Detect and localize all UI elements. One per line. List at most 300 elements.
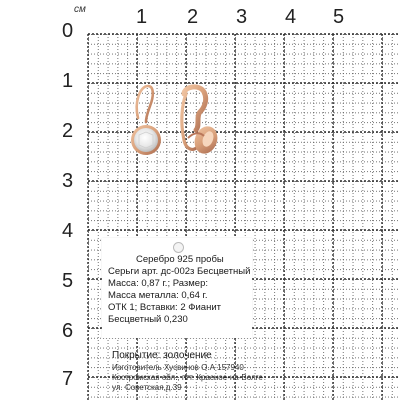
grid-dot xyxy=(88,109,89,110)
grid-dot xyxy=(362,385,363,386)
grid-dot xyxy=(372,325,373,326)
grid-dot xyxy=(147,220,148,221)
grid-dot xyxy=(206,37,207,38)
grid-dot xyxy=(151,34,152,35)
grid-dot xyxy=(157,235,158,236)
grid-dot xyxy=(382,157,383,158)
grid-dot xyxy=(333,280,334,281)
grid-dot xyxy=(211,54,212,55)
grid-dot xyxy=(313,136,314,137)
grid-dot xyxy=(343,160,344,161)
grid-dot xyxy=(301,93,302,94)
grid-dot xyxy=(206,199,207,200)
grid-dot xyxy=(214,34,215,35)
grid-dot xyxy=(323,121,324,122)
grid-dot xyxy=(362,124,363,125)
grid-dot xyxy=(98,202,99,203)
grid-dot xyxy=(286,54,287,55)
grid-dot xyxy=(127,54,128,55)
grid-dot xyxy=(176,52,177,53)
grid-dot xyxy=(343,121,344,122)
grid-dot xyxy=(137,64,138,65)
grid-dot xyxy=(206,202,207,203)
grid-dot xyxy=(255,325,256,326)
grid-dot xyxy=(169,63,170,64)
grid-dot xyxy=(215,172,216,173)
grid-dot xyxy=(304,352,305,353)
grid-dot xyxy=(137,193,138,194)
grid-dot xyxy=(353,148,354,149)
grid-dot xyxy=(225,385,226,386)
grid-dot xyxy=(289,63,290,64)
grid-dot xyxy=(147,175,148,176)
grid-dot xyxy=(117,340,118,341)
grid-dot xyxy=(333,172,334,173)
grid-dot xyxy=(255,346,256,347)
grid-dot xyxy=(333,352,334,353)
grid-dot xyxy=(361,122,362,123)
grid-dot xyxy=(298,83,299,84)
grid-dot xyxy=(193,63,194,64)
grid-dot xyxy=(328,73,329,74)
grid-dot xyxy=(215,76,216,77)
grid-dot xyxy=(294,313,295,314)
grid-dot xyxy=(127,175,128,176)
grid-dot xyxy=(176,73,177,74)
grid-dot xyxy=(274,73,275,74)
grid-dot xyxy=(294,397,295,398)
grid-dot xyxy=(349,93,350,94)
grid-dot xyxy=(245,358,246,359)
grid-dot xyxy=(323,322,324,323)
grid-dot xyxy=(323,151,324,152)
grid-dot xyxy=(176,43,177,44)
grid-dot xyxy=(176,178,177,179)
grid-dot xyxy=(225,382,226,383)
grid-dot xyxy=(196,361,197,362)
grid-dot xyxy=(307,63,308,64)
grid-dot xyxy=(190,34,191,35)
grid-dot xyxy=(362,346,363,347)
grid-dot xyxy=(186,229,187,230)
grid-dot xyxy=(250,112,251,113)
grid-dot xyxy=(264,310,265,311)
grid-dot xyxy=(362,304,363,305)
grid-dot xyxy=(274,40,275,41)
grid-dot xyxy=(343,229,344,230)
grid-dot xyxy=(304,175,305,176)
grid-dot xyxy=(397,54,398,55)
grid-dot xyxy=(108,193,109,194)
grid-dot xyxy=(346,103,347,104)
grid-dot xyxy=(220,54,221,55)
grid-dot xyxy=(100,112,101,113)
grid-dot xyxy=(225,172,226,173)
grid-dot xyxy=(202,73,203,74)
grid-dot xyxy=(108,190,109,191)
grid-dot xyxy=(98,175,99,176)
grid-dot xyxy=(274,325,275,326)
grid-dot xyxy=(98,256,99,257)
grid-dot xyxy=(372,382,373,383)
grid-dot xyxy=(304,280,305,281)
grid-dot xyxy=(382,193,383,194)
grid-dot xyxy=(255,73,256,74)
grid-dot xyxy=(264,121,265,122)
grid-dot xyxy=(340,103,341,104)
grid-dot xyxy=(186,205,187,206)
grid-dot xyxy=(190,44,191,45)
grid-dot xyxy=(208,73,209,74)
grid-dot xyxy=(304,169,305,170)
grid-dot xyxy=(108,79,109,80)
grid-dot xyxy=(166,43,167,44)
grid-dot xyxy=(352,54,353,55)
grid-dot xyxy=(392,151,393,152)
grid-dot xyxy=(353,217,354,218)
grid-dot xyxy=(98,262,99,263)
grid-dot xyxy=(157,190,158,191)
grid-dot xyxy=(379,73,380,74)
grid-dot xyxy=(392,268,393,269)
grid-dot xyxy=(98,193,99,194)
grid-dot xyxy=(274,196,275,197)
grid-dot xyxy=(274,277,275,278)
grid-dot xyxy=(225,214,226,215)
grid-dot xyxy=(121,54,122,55)
grid-dot xyxy=(259,73,260,74)
grid-dot xyxy=(353,226,354,227)
grid-dot xyxy=(176,67,177,68)
grid-dot xyxy=(274,205,275,206)
grid-dot xyxy=(115,44,116,45)
grid-dot xyxy=(313,193,314,194)
grid-dot xyxy=(264,67,265,68)
grid-dot xyxy=(323,130,324,131)
grid-dot xyxy=(255,136,256,137)
grid-dot xyxy=(98,232,99,233)
grid-dot xyxy=(304,121,305,122)
grid-dot xyxy=(376,93,377,94)
grid-dot xyxy=(355,34,356,35)
grid-dot xyxy=(333,256,334,257)
grid-dot xyxy=(343,93,344,94)
grid-dot xyxy=(372,205,373,206)
grid-dot xyxy=(313,349,314,350)
grid-dot xyxy=(245,79,246,80)
grid-dot xyxy=(313,388,314,389)
grid-dot xyxy=(304,61,305,62)
grid-dot xyxy=(319,63,320,64)
grid-dot xyxy=(331,93,332,94)
grid-dot xyxy=(255,157,256,158)
grid-dot xyxy=(294,58,295,59)
grid-dot xyxy=(108,394,109,395)
grid-dot xyxy=(343,54,344,55)
grid-dot xyxy=(196,73,197,74)
grid-dot xyxy=(349,73,350,74)
grid-dot xyxy=(370,93,371,94)
grid-dot xyxy=(274,115,275,116)
grid-dot xyxy=(313,346,314,347)
grid-dot xyxy=(147,55,148,56)
grid-dot xyxy=(294,361,295,362)
grid-dot xyxy=(353,316,354,317)
grid-dot xyxy=(255,79,256,80)
grid-dot xyxy=(392,163,393,164)
grid-dot xyxy=(313,331,314,332)
grid-dot xyxy=(353,379,354,380)
grid-dot xyxy=(215,208,216,209)
grid-dot xyxy=(323,88,324,89)
grid-dot xyxy=(392,379,393,380)
grid-dot xyxy=(388,63,389,64)
grid-dot xyxy=(176,235,177,236)
grid-dot xyxy=(362,181,363,182)
grid-dot xyxy=(382,160,383,161)
grid-dot xyxy=(323,154,324,155)
grid-dot xyxy=(313,124,314,125)
grid-dot xyxy=(343,265,344,266)
grid-dot xyxy=(157,58,158,59)
grid-dot xyxy=(304,115,305,116)
grid-dot xyxy=(274,112,275,113)
grid-dot xyxy=(121,73,122,74)
grid-dot xyxy=(323,238,324,239)
grid-dot xyxy=(264,265,265,266)
grid-dot xyxy=(362,283,363,284)
grid-dot xyxy=(117,190,118,191)
grid-dot xyxy=(294,274,295,275)
grid-dot xyxy=(362,67,363,68)
grid-dot xyxy=(98,364,99,365)
grid-dot xyxy=(372,370,373,371)
grid-dot xyxy=(255,214,256,215)
grid-dot xyxy=(304,343,305,344)
grid-dot xyxy=(304,322,305,323)
grid-dot xyxy=(372,49,373,50)
grid-dot xyxy=(98,190,99,191)
grid-dot xyxy=(343,304,344,305)
grid-dot xyxy=(98,220,99,221)
grid-dot xyxy=(343,112,344,113)
grid-dot xyxy=(229,63,230,64)
grid-dot xyxy=(108,55,109,56)
grid-dot xyxy=(316,54,317,55)
grid-dot xyxy=(353,337,354,338)
grid-dot xyxy=(241,122,242,123)
grid-dot xyxy=(372,358,373,359)
grid-dot xyxy=(392,274,393,275)
grid-dot xyxy=(151,63,152,64)
grid-dot xyxy=(255,94,256,95)
grid-dot xyxy=(392,370,393,371)
grid-dot xyxy=(98,307,99,308)
grid-dot xyxy=(186,208,187,209)
grid-dot xyxy=(274,361,275,362)
grid-dot xyxy=(391,83,392,84)
grid-dot xyxy=(225,46,226,47)
grid-dot xyxy=(196,190,197,191)
grid-dot xyxy=(108,46,109,47)
grid-dot xyxy=(98,319,99,320)
grid-dot xyxy=(127,202,128,203)
grid-dot xyxy=(157,54,158,55)
grid-dot xyxy=(286,44,287,45)
grid-dot xyxy=(88,40,89,41)
grid-dot xyxy=(343,63,344,64)
grid-dot xyxy=(157,76,158,77)
grid-dot xyxy=(353,304,354,305)
grid-dot xyxy=(264,226,265,227)
grid-dot xyxy=(176,196,177,197)
grid-dot xyxy=(392,301,393,302)
grid-dot xyxy=(323,157,324,158)
grid-dot xyxy=(362,109,363,110)
grid-dot xyxy=(274,124,275,125)
grid-dot xyxy=(127,235,128,236)
grid-dot xyxy=(343,43,344,44)
grid-dot xyxy=(274,82,275,83)
grid-dot xyxy=(382,292,383,293)
grid-dot xyxy=(259,54,260,55)
grid-dot xyxy=(337,122,338,123)
grid-dot xyxy=(333,364,334,365)
grid-dot xyxy=(372,379,373,380)
grid-dot xyxy=(264,355,265,356)
grid-dot xyxy=(117,199,118,200)
grid-dot xyxy=(245,193,246,194)
grid-dot xyxy=(313,301,314,302)
grid-dot xyxy=(392,277,393,278)
grid-dot xyxy=(103,44,104,45)
grid-dot xyxy=(358,103,359,104)
grid-dot xyxy=(294,271,295,272)
grid-dot xyxy=(304,307,305,308)
grid-dot xyxy=(353,373,354,374)
grid-dot xyxy=(166,175,167,176)
grid-dot xyxy=(108,40,109,41)
grid-dot xyxy=(294,244,295,245)
grid-dot xyxy=(108,214,109,215)
grid-dot xyxy=(186,340,187,341)
grid-dot xyxy=(353,262,354,263)
grid-dot xyxy=(310,44,311,45)
grid-dot xyxy=(225,223,226,224)
grid-dot xyxy=(353,160,354,161)
grid-dot xyxy=(274,388,275,389)
grid-dot xyxy=(264,124,265,125)
grid-dot xyxy=(392,70,393,71)
grid-dot xyxy=(98,250,99,251)
grid-dot xyxy=(313,103,314,104)
grid-dot xyxy=(255,61,256,62)
grid-dot xyxy=(255,175,256,176)
grid-dot xyxy=(294,298,295,299)
grid-dot xyxy=(235,52,236,53)
grid-dot xyxy=(259,63,260,64)
grid-dot xyxy=(331,122,332,123)
grid-dot xyxy=(323,391,324,392)
grid-dot xyxy=(98,316,99,317)
grid-dot xyxy=(298,73,299,74)
grid-dot xyxy=(264,388,265,389)
grid-dot xyxy=(392,187,393,188)
grid-dot xyxy=(382,97,383,98)
grid-dot xyxy=(94,44,95,45)
grid-dot xyxy=(268,44,269,45)
grid-dot xyxy=(186,61,187,62)
grid-dot xyxy=(255,232,256,233)
grid-dot xyxy=(340,54,341,55)
grid-dot xyxy=(343,349,344,350)
grid-dot xyxy=(255,220,256,221)
grid-dot xyxy=(274,67,275,68)
grid-dot xyxy=(382,208,383,209)
grid-dot xyxy=(274,262,275,263)
grid-dot xyxy=(343,109,344,110)
grid-dot xyxy=(362,154,363,155)
grid-dot xyxy=(274,352,275,353)
grid-dot xyxy=(190,63,191,64)
grid-dot xyxy=(294,151,295,152)
grid-dot xyxy=(294,241,295,242)
grid-dot xyxy=(392,133,393,134)
grid-dot xyxy=(313,265,314,266)
grid-dot xyxy=(304,166,305,167)
grid-dot xyxy=(199,73,200,74)
grid-dot xyxy=(372,316,373,317)
grid-dot xyxy=(223,44,224,45)
grid-dot xyxy=(98,247,99,248)
grid-dot xyxy=(362,238,363,239)
grid-dot xyxy=(108,121,109,122)
grid-dot xyxy=(225,184,226,185)
grid-dot xyxy=(343,370,344,371)
grid-dot xyxy=(304,91,305,92)
grid-dot xyxy=(196,63,197,64)
grid-dot xyxy=(313,133,314,134)
grid-dot xyxy=(108,94,109,95)
grid-dot xyxy=(362,379,363,380)
grid-dot xyxy=(223,54,224,55)
grid-dot xyxy=(294,196,295,197)
grid-dot xyxy=(362,217,363,218)
grid-dot xyxy=(274,103,275,104)
grid-dot xyxy=(355,122,356,123)
grid-dot xyxy=(245,145,246,146)
grid-dot xyxy=(256,54,257,55)
grid-dot xyxy=(264,352,265,353)
grid-dot xyxy=(108,196,109,197)
grid-dot xyxy=(334,83,335,84)
grid-dot xyxy=(98,169,99,170)
grid-dot xyxy=(245,154,246,155)
grid-dot xyxy=(343,364,344,365)
grid-dot xyxy=(147,187,148,188)
grid-dot xyxy=(108,361,109,362)
grid-dot xyxy=(325,112,326,113)
grid-dot xyxy=(98,304,99,305)
grid-dot xyxy=(313,334,314,335)
grid-dot xyxy=(255,193,256,194)
grid-dot xyxy=(392,160,393,161)
grid-dot xyxy=(353,214,354,215)
grid-dot xyxy=(313,178,314,179)
grid-dot xyxy=(392,88,393,89)
grid-dot xyxy=(392,313,393,314)
grid-dot xyxy=(196,55,197,56)
